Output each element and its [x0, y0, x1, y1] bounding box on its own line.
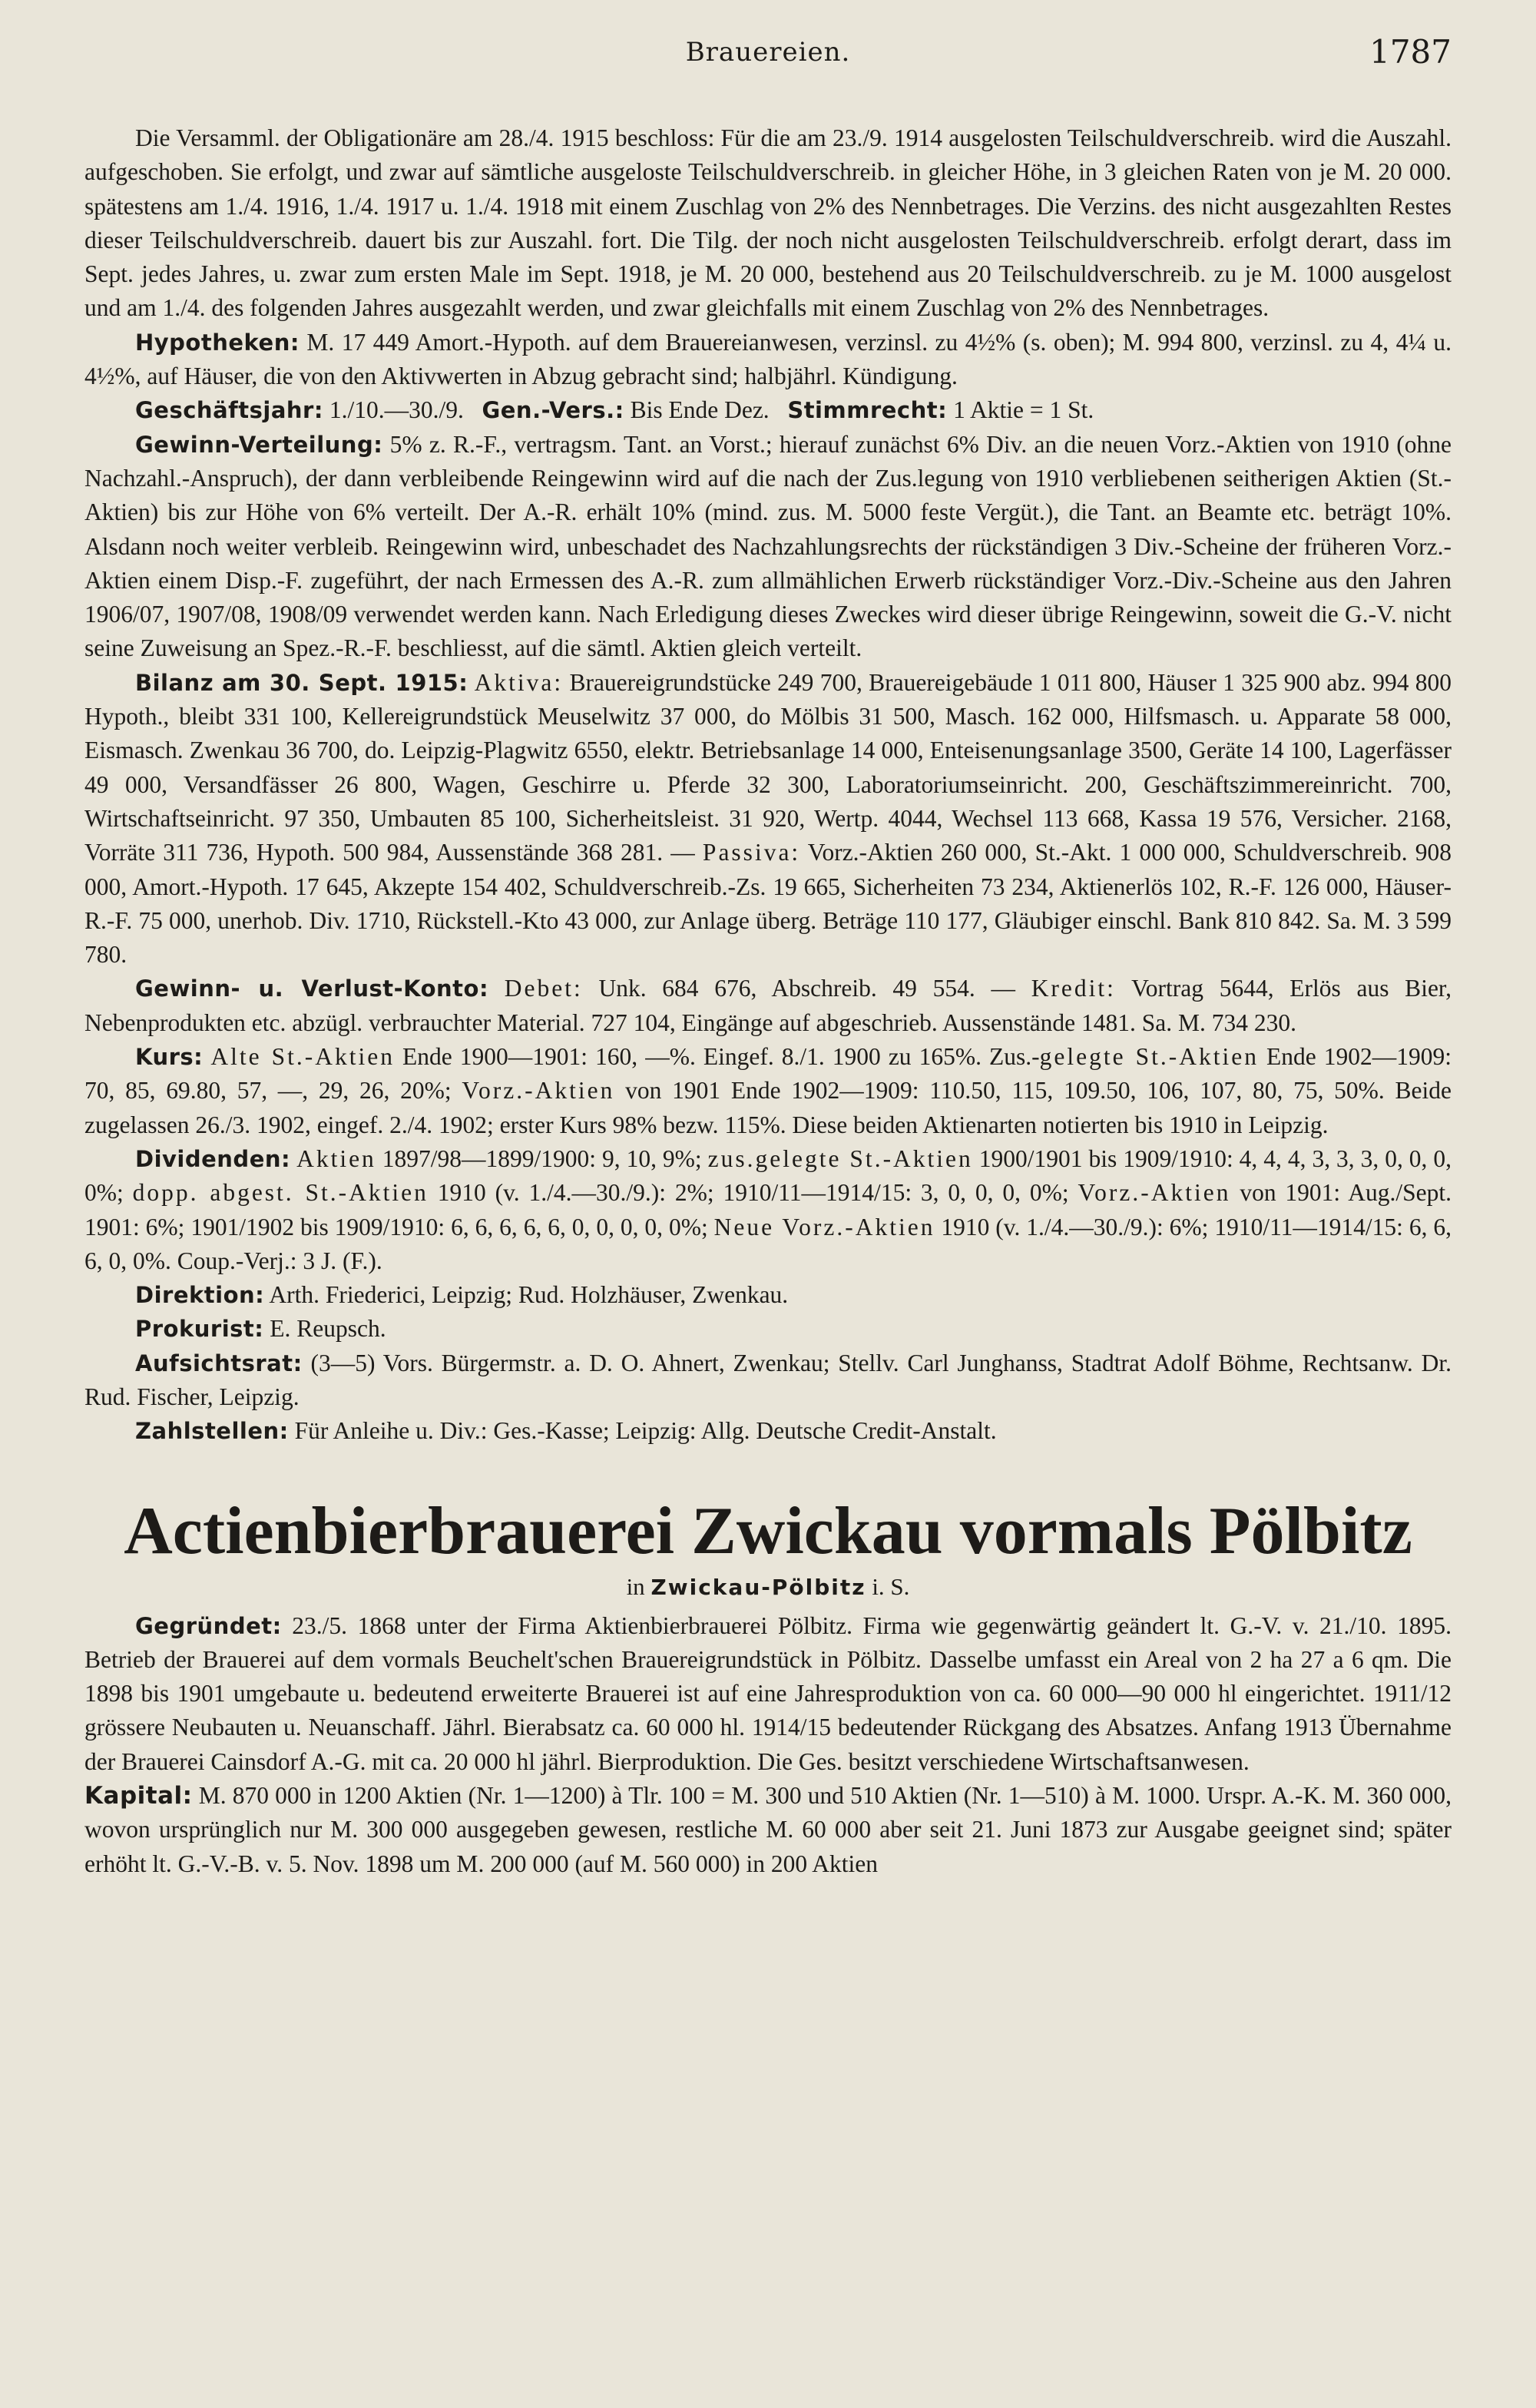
kapital-label: Kapital:: [84, 1782, 193, 1810]
company-subtitle: [84, 1570, 1452, 1605]
debet-text: Unk. 684 676, Abschreib. 49 554. —: [598, 975, 1015, 1002]
div-text-2: 1900/1901 bis 1909/1910: 4, 4, 4, 3, 3, 3, 0, 0, 0, 0%;: [84, 1144, 1452, 1207]
div-text-3: 1910 (v. 1./4.—30./9.): 2%; 1910/11—1914/15: 3, 0, 0, 0, 0%;: [437, 1179, 1069, 1207]
running-head: [84, 29, 1452, 75]
kurs-text-1: Ende 1900—1901: 160, —%. Eingef. 8./1. 1900 zu 165%. Zus.-: [402, 1043, 1040, 1071]
paragraph-gewinn-verteilung: [84, 428, 1452, 666]
gen-vers-label: Gen.-Vers.:: [482, 397, 624, 424]
debet-label: Debet:: [504, 975, 583, 1002]
kurs-zus-st-aktien: gelegte St.-Aktien: [1039, 1043, 1259, 1071]
div-aktien: Aktien: [296, 1144, 376, 1172]
kurs-vorz-aktien: Vorz.-Aktien: [462, 1077, 615, 1105]
obligations-text: Die Versamml. der Obligationäre am 28./4. 1915 beschloss: Für die am 23./9. 1914 ausgelosten Teilschuldverschreib. wird die Auszahl. aufgeschoben. Sie erfolgt, und zwar auf sämtliche ausgeloste Teilschuldverschreib. in gleicher Höhe, in 3 gleichen Raten von je M. 20 000. spätestens am 1./4. 1916, 1./4. 1917 u. 1./4. 1918 mit einem Zuschlag von 2% des Nennbetrages. Die Verzins. des nicht ausgezahlten Restes dieser Teilschuldverschreib. dauert bis zur Auszahl. fort. Die Tilg. der noch nicht ausgelosten Teilschuldverschreib. erfolgt derart, dass im Sept. jedes Jahres, u. zwar zum ersten Male im Sept. 1918, je M. 20 000, bestehend aus 20 Teilschuldverschreib. zu je M. 1000 ausgelost und am 1./4. des folgenden Jahres ausgezahlt werden, und zwar gleichfalls mit einem Zuschlag von 2% des Nennbetrages.: [84, 124, 1452, 322]
guv-label: Gewinn- u. Verlust-Konto:: [135, 975, 489, 1002]
kredit-label: Kredit:: [1031, 975, 1116, 1002]
div-neue-vorz-aktien: Neue Vorz.-Aktien: [713, 1213, 935, 1240]
kapital-text: M. 870 000 in 1200 Aktien (Nr. 1—1200) à Tlr. 100 = M. 300 und 510 Aktien (Nr. 1—510) à M. 1000. Urspr. A.-K. M. 360 000, wovon ursprünglich nur M. 300 000 ausgegeben gewesen, restliche M. 60 000 aber seit 21. Juni 1873 zur Ausgabe geeignet sind; später erhöht lt. G.-V.-B. v. 5. Nov. 1898 um M. 200 000 (auf M. 560 000) in 200 Aktien: [84, 1782, 1452, 1877]
paragraph-gegruendet: [84, 1609, 1452, 1779]
geschaeftsjahr-text: 1./10.—30./9.: [329, 396, 464, 424]
gen-vers-text: Bis Ende Dez.: [630, 396, 770, 424]
aktiva-text: Brauereigrundstücke 249 700, Brauereigebäude 1 011 800, Häuser 1 325 900 abz. 994 800 Hypoth., bleibt 331 100, Kellereigrundstück Meuselwitz 37 000, do Mölbis 31 500, Masch. 162 000, Hilfsmasch. u. Apparate 58 000, Eismasch. Zwenkau 36 700, do. Leipzig-Plagwitz 6550, elektr. Betriebsanlage 14 000, Enteisenungsanlage 3500, Geräte 14 100, Lagerfässer 49 000, Versandfässer 26 800, Wagen, Geschirre u. Pferde 32 300, Laboratoriumseinricht. 200, Geschäftszimmereinricht. 700, Wirtschaftseinricht. 97 350, Umbauten 85 100, Sicherheitsleist. 31 920, Wertp. 4044, Wechsel 113 668, Kassa 19 576, Versicher. 2168, Vorräte 311 736, Hypoth. 500 984, Aussenstände 368 281. —: [84, 668, 1452, 866]
company-sub-prefix: in: [626, 1572, 645, 1600]
paragraph-obligations: [84, 121, 1452, 326]
passiva-label: Passiva:: [702, 839, 801, 866]
kurs-alte-st-aktien: Alte St.-Aktien: [210, 1043, 395, 1071]
paragraph-bilanz: [84, 666, 1452, 972]
aufsichtsrat-text: (3—5) Vors. Bürgermstr. a. D. O. Ahnert, Zwenkau; Stellv. Carl Junghanss, Stadtrat Adolf Böhme, Rechtsanw. Dr. Rud. Fischer, Leipzig.: [84, 1349, 1452, 1410]
div-text-4: von 1901: Aug./Sept. 1901: 6%; 1901/1902 bis 1909/1910: 6, 6, 6, 6, 6, 0, 0, 0, 0, 0%;: [84, 1179, 1452, 1240]
div-dopp-st-aktien: dopp. abgest. St.-Aktien: [132, 1179, 429, 1207]
zahlstellen-text: Für Anleihe u. Div.: Ges.-Kasse; Leipzig: Allg. Deutsche Credit-Anstalt.: [294, 1417, 997, 1445]
kurs-label: Kurs:: [135, 1044, 204, 1071]
aktiva-label: Aktiva:: [474, 668, 564, 696]
paragraph-zahlstellen: [84, 1414, 1452, 1448]
paragraph-aufsichtsrat: [84, 1346, 1452, 1415]
company-sub-suffix: i. S.: [872, 1572, 910, 1600]
passiva-text: Vorz.-Aktien 260 000, St.-Akt. 1 000 000, Schuldverschreib. 908 000, Amort.-Hypoth. 17 645, Akzepte 154 402, Schuldverschreib.-Zs. 19 665, Sicherheiten 73 234, Aktienerlös 102, R.-F. 126 000, Häuser-R.-F. 75 000, unerhob. Div. 1710, Rückstell.-Kto 43 000, zur Anlage überg. Beträge 110 177, Gläubiger einschl. Bank 810 842. Sa. M. 3 599 780.: [84, 839, 1452, 969]
bilanz-label: Bilanz am 30. Sept. 1915:: [135, 669, 468, 696]
div-text-5: 1910 (v. 1./4.—30./9.): 6%; 1910/11—1914/15: 6, 6, 6, 0, 0%. Coup.-Verj.: 3 J. (F.).: [84, 1213, 1452, 1274]
gegruendet-label: Gegründet:: [135, 1612, 282, 1639]
div-vorz-aktien: Vorz.-Aktien: [1078, 1179, 1231, 1207]
paragraph-hypotheken: [84, 326, 1452, 394]
paragraph-kurs: [84, 1040, 1452, 1142]
aufsichtsrat-label: Aufsichtsrat:: [135, 1350, 303, 1376]
geschaeftsjahr-label: Geschäftsjahr:: [135, 397, 323, 424]
running-title: Brauereien.: [685, 37, 851, 68]
gewinn-verteilung-label: Gewinn-Verteilung:: [135, 431, 383, 458]
paragraph-kapital: [84, 1779, 1452, 1881]
dividenden-label: Dividenden:: [135, 1145, 291, 1172]
div-zus-st-aktien: zus.gelegte St.-Aktien: [707, 1144, 973, 1172]
company-place: Zwickau-Pölbitz: [650, 1574, 866, 1600]
company-title: Actienbierbrauerei Zwickau vormals Pölbitz: [124, 1493, 1412, 1568]
direktion-label: Direktion:: [135, 1282, 265, 1309]
gegruendet-text: 23./5. 1868 unter der Firma Aktienbierbrauerei Pölbitz. Firma wie gegenwärtig geändert lt. G.-V. v. 21./10. 1895. Betrieb der Brauerei auf dem vormals Beuchelt'schen Brauereigrundstück in Pölbitz. Dasselbe umfasst ein Areal von 2 ha 27 a 6 qm. Die 1898 bis 1901 umgebaute u. bedeutend erweiterte Brauerei ist auf eine Jahresproduktion von ca. 60 000—90 000 hl eingerichtet. 1911/12 grössere Neubauten u. Neuanschaff. Jährl. Bierabsatz ca. 60 000 hl. 1914/15 bedeutender Rückgang des Absatzes. Anfang 1913 Übernahme der Brauerei Cainsdorf A.-G. mit ca. 20 000 hl jährl. Bierproduktion. Die Ges. besitzt verschiedene Wirtschaftsanwesen.: [84, 1611, 1452, 1775]
stimmrecht-label: Stimmrecht:: [787, 397, 948, 424]
gewinn-verteilung-text: 5% z. R.-F., vertragsm. Tant. an Vorst.; hierauf zunächst 6% Div. an die neuen Vorz.-Aktien von 1910 (ohne Nachzahl.-Anspruch), der dann verbleibende Reingewinn wird auf die nach der Zus.legung von 1910 verbliebenen seitherigen Aktien (St.-Aktien) bis zur Höhe von 6% verteilt. Der A.-R. erhält 10% (mind. zus. M. 5000 feste Vergüt.), die Tant. an Beamte etc. beträgt 10%. Alsdann noch weiter verbleib. Reingewinn wird, unbeschadet des Nachzahlungsrechts der rückständigen 3 Div.-Scheine der früheren Vorz.-Aktien einem Disp.-F. zugeführt, der nach Ermessen des A.-R. zum allmählichen Erwerb rückständiger Vorz.-Div.-Scheine aus den Jahren 1906/07, 1907/08, 1908/09 verwendet werden kann. Nach Erledigung dieses Zweckes wird dieser übrige Reingewinn, soweit die G.-V. nicht seine Zuweisung an Spez.-R.-F. beschliesst, auf die sämtl. Aktien gleich verteilt.: [84, 430, 1452, 662]
div-text-1: 1897/98—1899/1900: 9, 10, 9%;: [382, 1144, 702, 1172]
paragraph-direktion: [84, 1278, 1452, 1312]
paragraph-guv: [84, 972, 1452, 1040]
zahlstellen-label: Zahlstellen:: [135, 1418, 289, 1445]
paragraph-dividenden: [84, 1142, 1452, 1278]
kurs-text-3: von 1901 Ende 1902—1909: 110.50, 115, 109.50, 106, 107, 80, 75, 50%. Beide zugelassen 26./3. 1902, eingef. 2./4. 1902; erster Kurs 98% bezw. 115%. Diese beiden Aktienarten notierten bis 1910 in Leipzig.: [84, 1077, 1452, 1138]
kurs-text-2: Ende 1902—1909: 70, 85, 69.80, 57, —, 29, 26, 20%;: [84, 1043, 1452, 1105]
prokurist-label: Prokurist:: [135, 1316, 264, 1343]
hypotheken-text: M. 17 449 Amort.-Hypoth. auf dem Brauereianwesen, verzinsl. zu 4½% (s. oben); M. 994 800, verzinsl. zu 4, 4¼ u. 4½%, auf Häuser, die von den Aktivwerten in Abzug gebracht sind; halbjährl. Kündigung.: [84, 328, 1452, 390]
prokurist-text: E. Reupsch.: [270, 1315, 386, 1343]
paragraph-geschaeftsjahr: [84, 393, 1452, 427]
stimmrecht-text: 1 Aktie = 1 St.: [953, 396, 1094, 424]
kredit-text: Vortrag 5644, Erlös aus Bier, Nebenprodukten etc. abzügl. verbrauchter Material. 727 104, Eingänge auf abgeschrieb. Aussenstände 1481. Sa. M. 734 230.: [84, 975, 1452, 1036]
hypotheken-label: Hypotheken:: [135, 329, 300, 356]
page-number: 1787: [1369, 33, 1452, 71]
direktion-text: Arth. Friederici, Leipzig; Rud. Holzhäuser, Zwenkau.: [269, 1281, 789, 1309]
paragraph-prokurist: [84, 1312, 1452, 1346]
